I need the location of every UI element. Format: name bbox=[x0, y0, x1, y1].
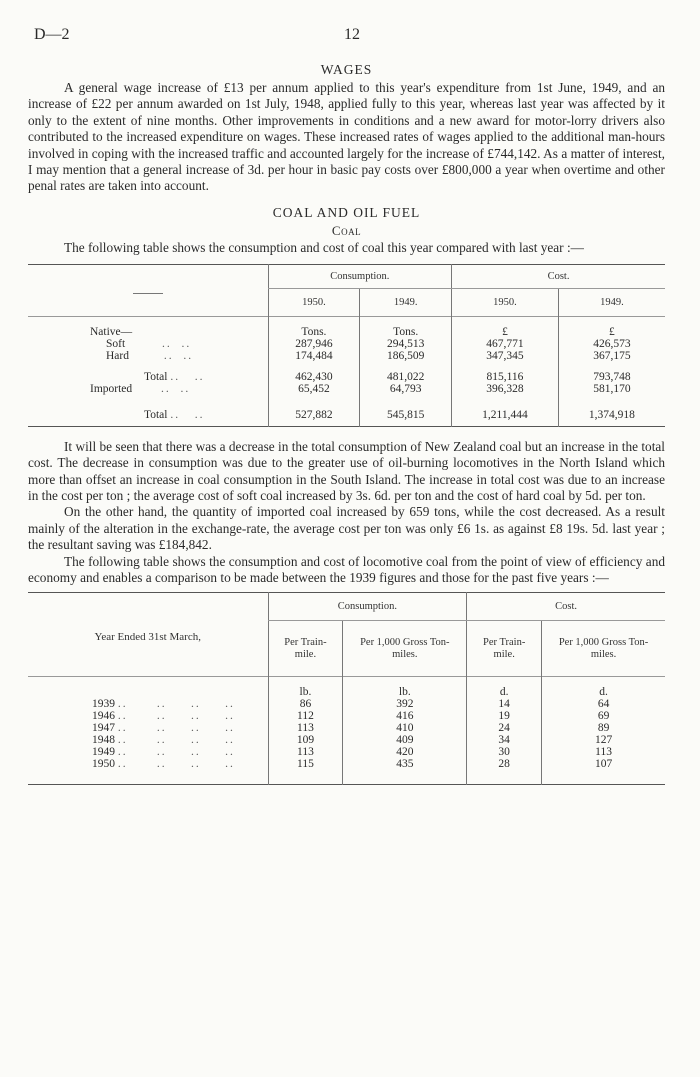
cell-value: 86 bbox=[268, 698, 343, 710]
coal-intro-paragraph: The following table shows the consumption and cost of coal this year compared with last year :— bbox=[64, 239, 584, 255]
cell-value: 186,509 bbox=[360, 350, 452, 362]
cell-value: 34 bbox=[467, 734, 542, 746]
unit-label: £ bbox=[452, 326, 559, 338]
cell-value: 294,513 bbox=[360, 338, 452, 350]
column-header: Per 1,000 Gross Ton-miles. bbox=[343, 621, 467, 677]
column-header: Per Train-mile. bbox=[467, 621, 542, 677]
cell-value: 420 bbox=[343, 746, 467, 758]
cell-value: 127 bbox=[542, 734, 665, 746]
unit-label: lb. bbox=[268, 686, 343, 698]
table-row: Hard .. .. 174,484 186,509 347,345 367,175 bbox=[28, 350, 665, 362]
table-row: 1950 .. .. .. .. 115 435 28 107 bbox=[28, 758, 665, 770]
cell-value: 113 bbox=[542, 746, 665, 758]
cell-value: 409 bbox=[343, 734, 467, 746]
year-header: 1949. bbox=[558, 289, 665, 317]
total-row: Total .. .. 462,430 481,022 815,116 793,748 bbox=[28, 371, 665, 383]
row-year: 1949 bbox=[92, 746, 115, 759]
row-label: Hard bbox=[106, 350, 129, 363]
cell-value: 28 bbox=[467, 758, 542, 770]
cell-value: 113 bbox=[268, 746, 343, 758]
cell-value: 815,116 bbox=[452, 371, 559, 383]
cell-value: 467,771 bbox=[452, 338, 559, 350]
cell-value: 65,452 bbox=[268, 383, 360, 395]
column-header: Per 1,000 Gross Ton-miles. bbox=[542, 621, 665, 677]
wages-heading: WAGES bbox=[320, 62, 373, 77]
cell-value: 416 bbox=[343, 710, 467, 722]
coal-oil-heading: COAL AND OIL FUEL bbox=[272, 204, 421, 220]
table-row: 1949 .. .. .. .. 113 420 30 113 bbox=[28, 746, 665, 758]
row-year: 1950 bbox=[92, 758, 115, 771]
cell-value: 527,882 bbox=[268, 404, 360, 426]
cell-value: 30 bbox=[467, 746, 542, 758]
cell-value: 113 bbox=[268, 722, 343, 734]
cell-value: 14 bbox=[467, 698, 542, 710]
cell-value: 545,815 bbox=[360, 404, 452, 426]
unit-label: Tons. bbox=[268, 326, 360, 338]
table-row: 1948 .. .. .. .. 109 409 34 127 bbox=[28, 734, 665, 746]
document-code: D—2 bbox=[34, 26, 70, 43]
cell-value: 581,170 bbox=[558, 383, 665, 395]
cell-value: 107 bbox=[542, 758, 665, 770]
coal-consumption-table bbox=[28, 264, 665, 427]
table-row: 1946 .. .. .. .. 112 416 19 69 bbox=[28, 710, 665, 722]
unit-label: £ bbox=[558, 326, 665, 338]
cell-value: 1,374,918 bbox=[558, 404, 665, 426]
cell-value: 410 bbox=[343, 722, 467, 734]
page-header bbox=[34, 26, 670, 46]
year-header: 1950. bbox=[268, 289, 360, 317]
cell-value: 174,484 bbox=[268, 350, 360, 362]
body-paragraph: It will be seen that there was a decrease in the total consumption of New Zealand coal but an increase in the total cost. The decrease in consumption was due to the greater use of oil-burning locomotives in the North Island which more than offset an increase in coal consumption in the South Island. The increase in total cost was due to an increase in the cost per ton ; the average cost of soft coal increased by 3s. 6d. per ton and the cost of hard coal by 5d. per ton. bbox=[28, 438, 665, 503]
year-header: 1950. bbox=[452, 289, 559, 317]
row-year: 1948 bbox=[92, 734, 115, 747]
body-paragraph: The following table shows the consumption and cost of locomotive coal from the point of view of efficiency and economy and enables a comparison to be made between the 1939 figures and those for the past five years :— bbox=[28, 553, 665, 585]
table-row: 1947 .. .. .. .. 113 410 24 89 bbox=[28, 722, 665, 734]
year-ended-header: Year Ended 31st March, bbox=[94, 630, 201, 643]
cell-value: 367,175 bbox=[558, 350, 665, 362]
blank-header-rule bbox=[133, 293, 163, 294]
cell-value: 109 bbox=[268, 734, 343, 746]
cost-group-header: Cost. bbox=[452, 265, 665, 289]
consumption-group-header: Consumption. bbox=[268, 265, 452, 289]
unit-label: d. bbox=[542, 686, 665, 698]
cell-value: 19 bbox=[467, 710, 542, 722]
native-label: Native— bbox=[90, 326, 133, 339]
total-label: Total bbox=[144, 371, 168, 384]
cell-value: 24 bbox=[467, 722, 542, 734]
body-paragraph: On the other hand, the quantity of imported coal increased by 659 tons, while the cost decreased. As a result mainly of the alteration in the exchange-rate, the average cost per ton was only £6 1s. as against £8 19s. 5d. last year ; the resultant saving was £184,842. bbox=[28, 504, 665, 553]
table-row: 1939 .. .. .. .. 86 392 14 64 bbox=[28, 698, 665, 710]
unit-label: d. bbox=[467, 686, 542, 698]
row-year: 1947 bbox=[92, 722, 115, 735]
year-header: 1949. bbox=[360, 289, 452, 317]
page-content bbox=[28, 62, 665, 785]
cost-group-header: Cost. bbox=[467, 593, 665, 621]
unit-label: Tons. bbox=[360, 326, 452, 338]
column-header: Per Train-mile. bbox=[268, 621, 343, 677]
total-label: Total bbox=[144, 409, 168, 421]
cell-value: 481,022 bbox=[360, 371, 452, 383]
table-row: Soft .. .. 287,946 294,513 467,771 426,573 bbox=[28, 338, 665, 350]
table-row: Imported .. .. 65,452 64,793 396,328 581,170 bbox=[28, 383, 665, 395]
cell-value: 1,211,444 bbox=[452, 404, 559, 426]
row-year: 1939 bbox=[92, 698, 115, 711]
locomotive-coal-table bbox=[28, 592, 665, 785]
unit-label: lb. bbox=[343, 686, 467, 698]
cell-value: 287,946 bbox=[268, 338, 360, 350]
row-label: Imported bbox=[90, 383, 133, 396]
cell-value: 64,793 bbox=[360, 383, 452, 395]
cell-value: 396,328 bbox=[452, 383, 559, 395]
cell-value: 793,748 bbox=[558, 371, 665, 383]
cell-value: 64 bbox=[542, 698, 665, 710]
row-year: 1946 bbox=[92, 710, 115, 723]
cell-value: 347,345 bbox=[452, 350, 559, 362]
cell-value: 426,573 bbox=[558, 338, 665, 350]
cell-value: 462,430 bbox=[268, 371, 360, 383]
cell-value: 435 bbox=[343, 758, 467, 770]
coal-subheading: Coal bbox=[331, 222, 362, 238]
consumption-group-header: Consumption. bbox=[268, 593, 467, 621]
page-number: 12 bbox=[344, 26, 360, 43]
row-label: Soft bbox=[106, 338, 126, 351]
cell-value: 69 bbox=[542, 710, 665, 722]
cell-value: 89 bbox=[542, 722, 665, 734]
wages-paragraph: A general wage increase of £13 per annum applied to this year's expenditure from 1st June, 1949, and an increase of £22 per annum awarded on 1st July, 1948, applied fully to this year, whereas last year was affected by it only to the extent of nine months. Other improvements in conditions and a new award for motor-lorry drivers also contributed to the increased expenditure on wages. These increased rates of wages applied to the additional man-hours involved in coping with the increased traffic and accounted largely for the increase of £744,142. As a matter of interest, I may mention that a general increase of 3d. per hour in basic pay costs over £800,000 a year when overtime and other penal rates are taken into account. bbox=[28, 80, 665, 194]
cell-value: 112 bbox=[268, 710, 343, 722]
cell-value: 392 bbox=[343, 698, 467, 710]
total-row: Total .. .. 527,882 545,815 1,211,444 1,374,918 bbox=[28, 404, 665, 426]
cell-value: 115 bbox=[268, 758, 343, 770]
